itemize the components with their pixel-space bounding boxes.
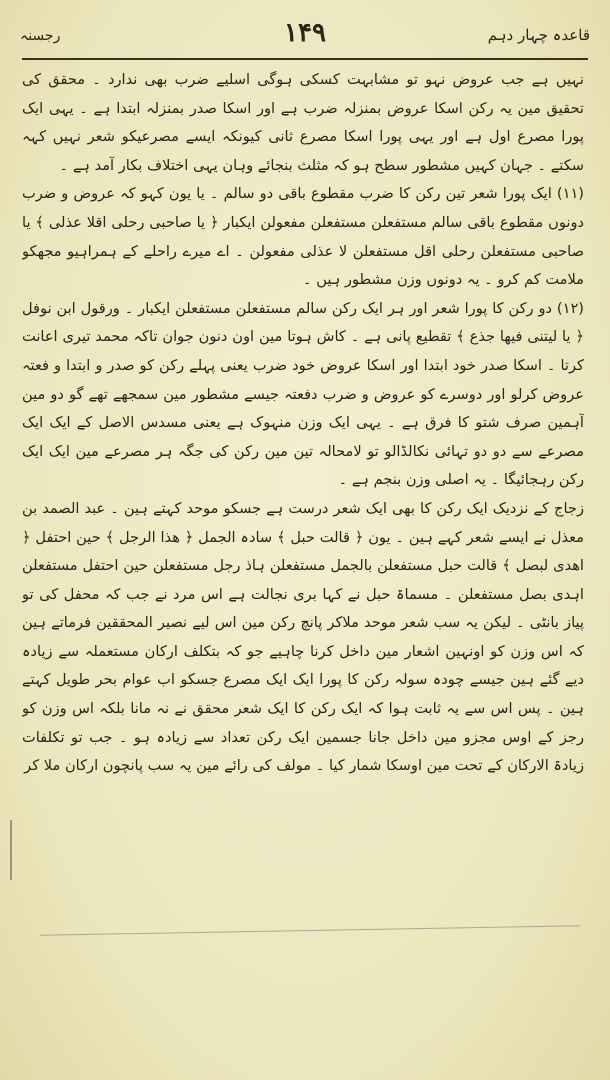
- paragraph-3: (۱۲) دو رکن کا پورا شعر اور ہر ایک رکن سالم مستفعلن مستفعلن ایکبار ۔ ورقول ابن نوفل ﴿ یا لیتنی فیھا جذع ﴾ تقطیع پانی ہے ۔ کاش ہوتا مین اون دنون جوان تاکہ محمد تیری اعانت کرتا ۔ اسکا صدر خود ابتدا اور اسکا عروض خود ضرب یعنی پہلے رکن کو صدر و ابتدا و فعتہ عروض کرلو اور دوسرے کو عروض و ضرب دفعتہ جیسے مشطور مین سمجھے تھے گو دو مین آہمین صرف شتو کا فرق ہے ۔ یہی ایک وزن منہوک ہے یعنی مسدس الاصل کے ایک ایک مصرعے سے دو دو تہائی نکالڈالو تو لامحالہ تین مین رکن کی جگہ ہر مصرعے مین ایک ایک رکن رہجائیگا ۔ یہ اصلی وزن بنجم ہے ۔: [22, 299, 584, 489]
- page-header: [20, 18, 590, 58]
- paragraph-1: نہیں ہے جب عروض نہو تو مشابہت کسکی ہوگی اسلیے ضرب بھی ندارد ۔ محقق کی تحقیق مین یہ رکن اسکا عروض بمنزلہ ضرب ہے اور اسکا صدر بمنزلہ ابتدا ہے ۔ یہی ایک پورا مصرع اول ہے اور یہی پورا اسکا مصرع ثانی کیونکہ ایسے مصرعیکو شعر نہیں کہہ سکتے ۔ جہان کہیں مشطور سطح ہو کہ مثلث بنجائے وہان یہی اختلاف بکار آمد ہے ۔: [22, 71, 584, 174]
- header-rule: [22, 58, 588, 60]
- page-number: ۱۴۹: [284, 18, 326, 48]
- running-word: رجسنہ: [20, 28, 61, 44]
- paragraph-2: (۱۱) ایک پورا شعر تین رکن کا ضرب مقطوع باقی دو سالم ۔ یا یون کہو کہ عروض و ضرب دونوں مقطوع باقی سالم مستفعلن مستفعلن مفعولن ایکبار ﴿ یا صاحبی رحلی اقلا عذلی ﴾ یا صاحبی مستفعلن رحلی اقل مستفعلن لا عذلی مفعولن ۔ اے میرے راحلے کے ہمراہیو مجھکو ملامت کم کرو ۔ یہ دونوں وزن مشطور ہیں ۔: [22, 185, 584, 289]
- margin-pencil-mark: [10, 820, 12, 880]
- body-text: [22, 66, 584, 1060]
- paragraph-4: زجاج کے نزدیک ایک رکن کا بھی ایک شعر درست ہے جسکو موحد کہتے ہین ۔ عبد الصمد بن معذل نے ایسے شعر کہے ہین ۔ یون ﴿ قالت حبل ﴾ سادہ الجمل ﴿ ھذا الرجل ﴾ حین احتفل ﴿ اھدی لبصل ﴾ قالت حبل مستفعلن بالجمل مستفعلن ہاذ رجل مستفعلن حین احتفل مستفعلن اہدی بصل مستفعلن ۔ مسماۃ حبل نے کہا بری نجالت ہے اس مرد نے جب کہ محفل کی تو پیاز بانٹی ۔ لیکن یہ سب شعر موحد ملاکر پانچ رکن مین اس لیے نصیر المحققین فرماتے ہین کہ اس وزن کو اونہین اشعار مین داخل کرنا چاہیے جو کہ بتکلف ارکان مستعملہ سے زیادہ دیے گئے ہین جیسے چودہ سولہ رکن کا پورا ایک ایک مصرع جسکو اب عوام بحر طویل کہتے ہین ۔ پس اس سے یہ ثابت ہوا کہ ایک رکن کا ایک شعر محقق نے نہ مانا بلکہ اس وزن کو رجز کے اوس مجزو مین داخل جانا جسمین ایک رکن تعداد سے زیادہ ہو ۔ جب تو تکلفات زیادۃ الارکان کے تحت مین اوسکا شمار کیا ۔ مولف کی رائے مین یہ سب پانچون ارکان ملا کر: [22, 499, 584, 775]
- chapter-title: قاعدہ چہار دہم: [487, 26, 590, 44]
